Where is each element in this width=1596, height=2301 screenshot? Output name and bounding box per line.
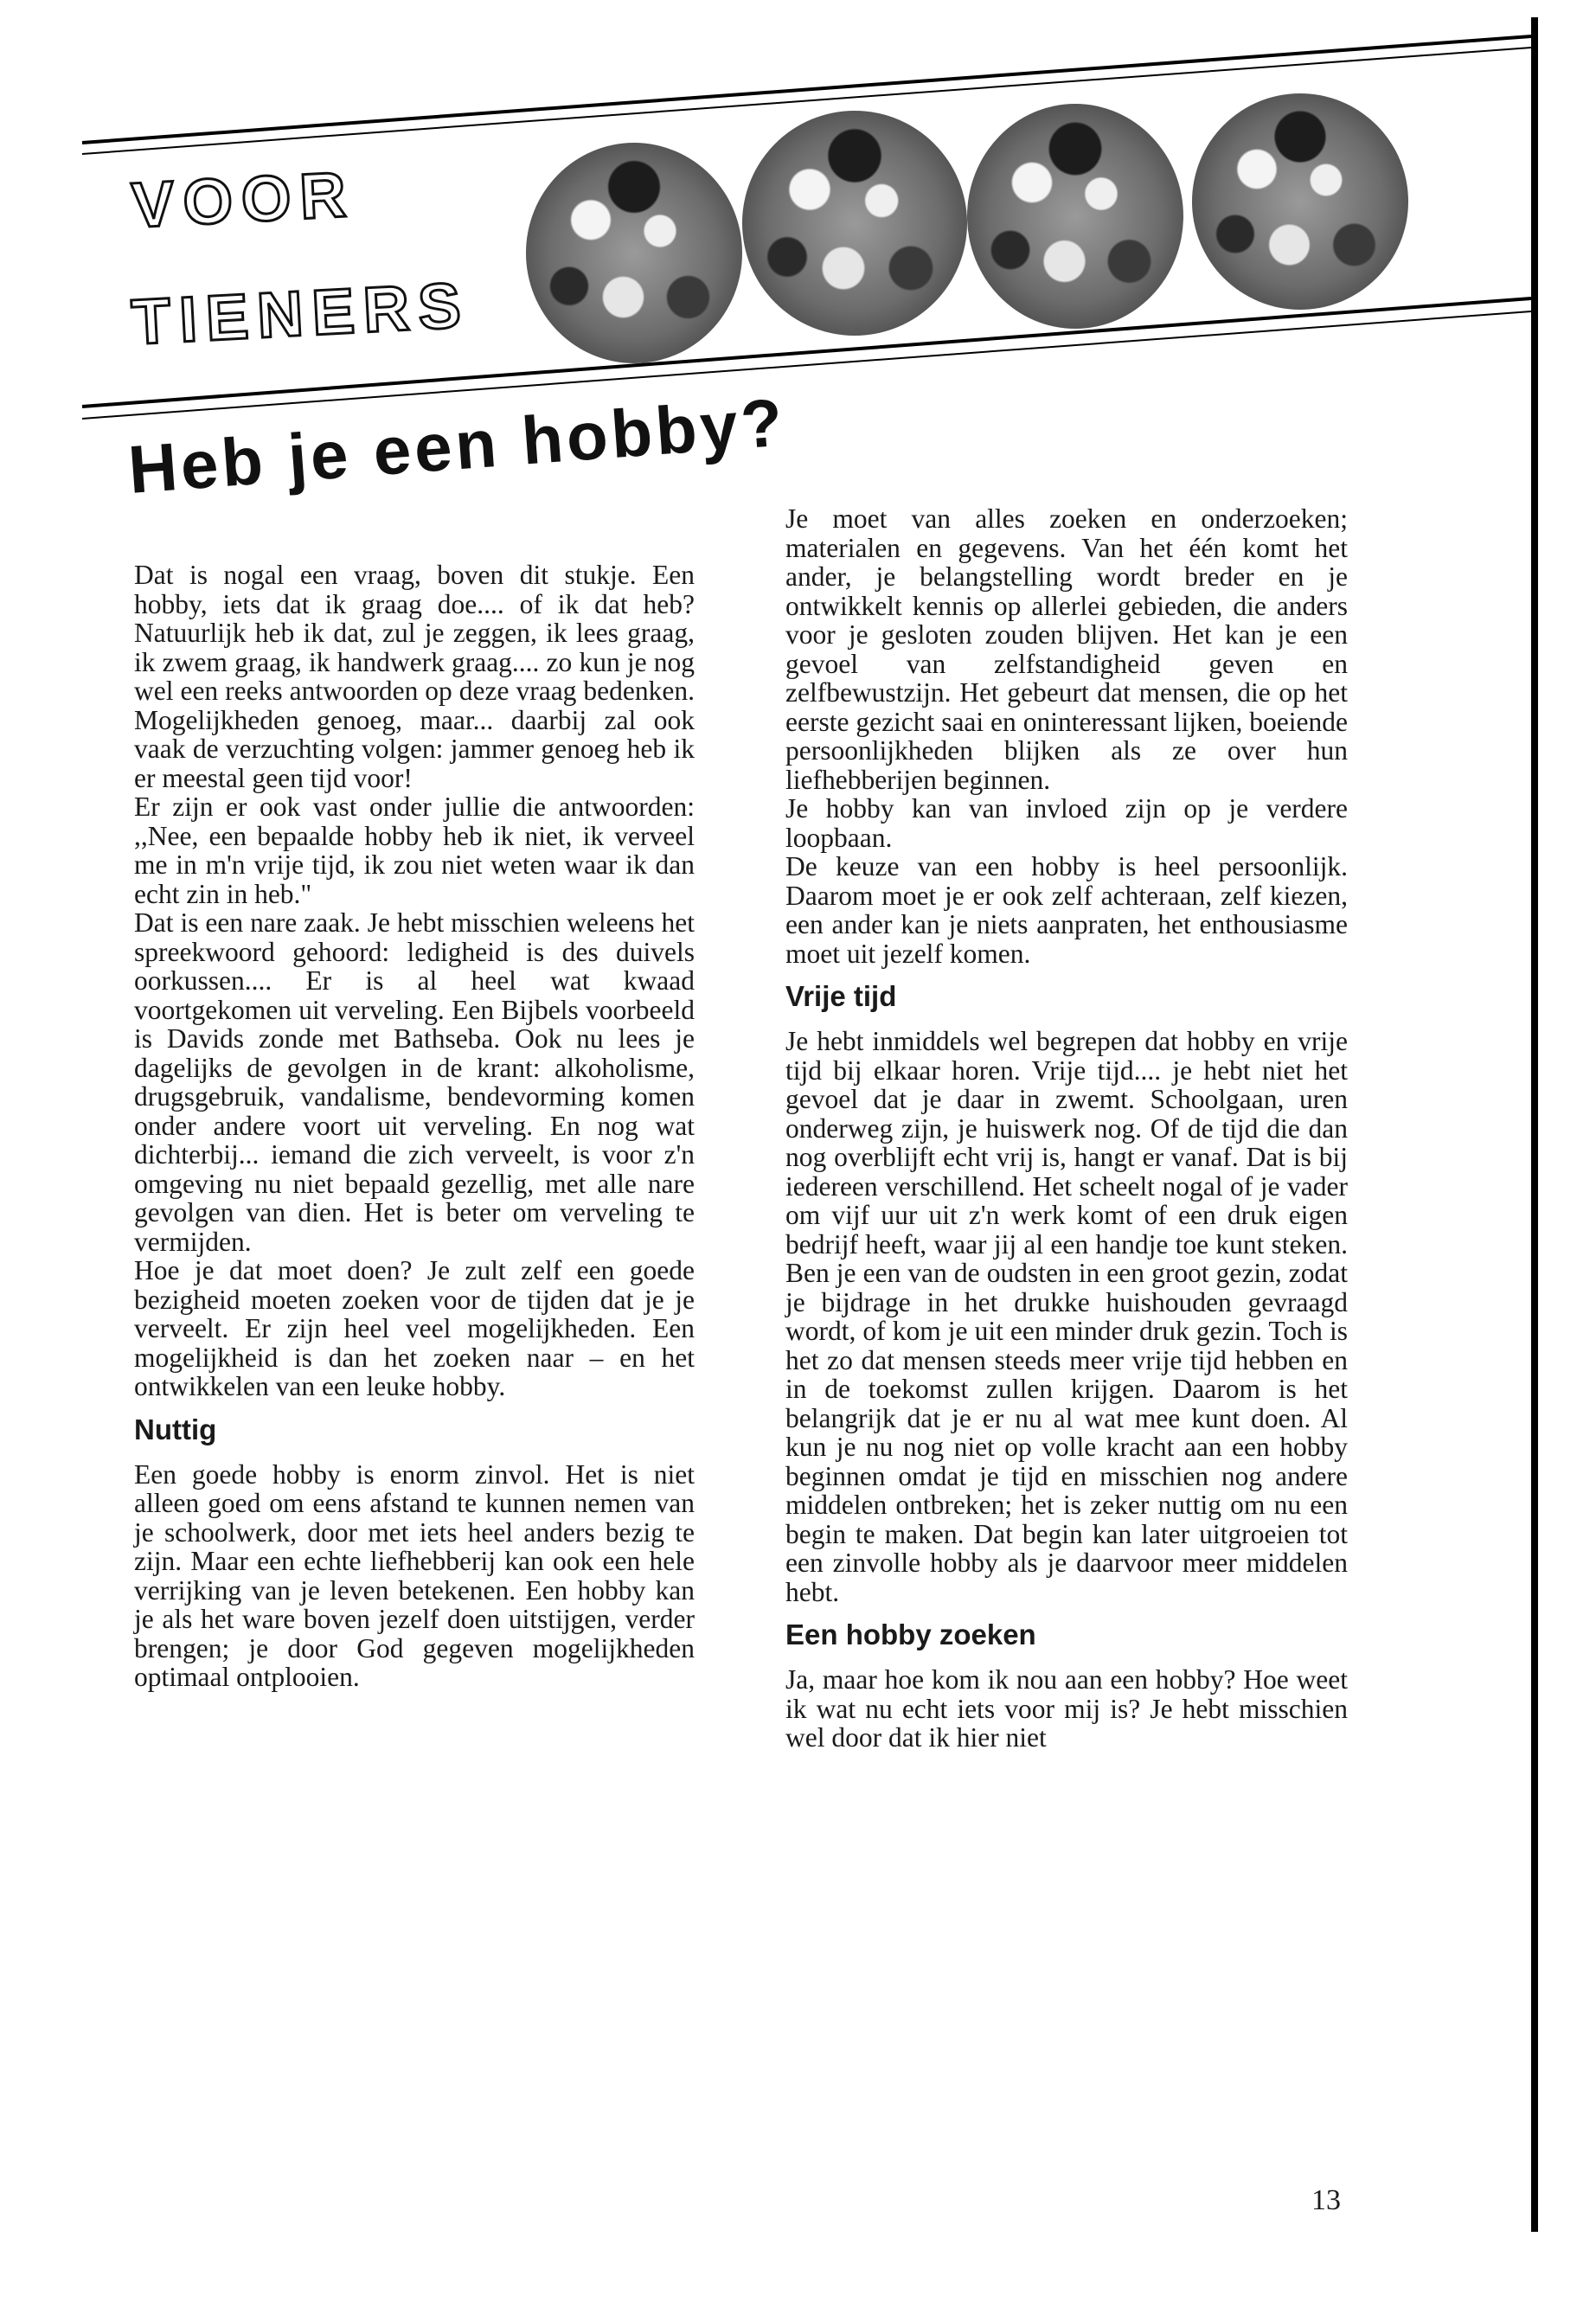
header-photo-1 <box>526 143 742 363</box>
column-left <box>134 561 695 1692</box>
header-photo-2 <box>742 111 967 336</box>
header-photo-4 <box>1192 93 1408 310</box>
paragraph: Een goede hobby is enorm zinvol. Het is niet alleen goed om eens afstand te kunnen nemen van je schoolwerk, door met iets heel anders bezig te zijn. Maar een echte liefhebberij kan ook een hele verrijking van je leven betekenen. Een hobby kan je als het ware boven jezelf doen uitstijgen, verder brengen; je door God gegeven mogelijkheden optimaal ontplooien. <box>134 1458 695 1692</box>
section-label-tieners: TIENERS <box>130 268 471 358</box>
article-title: Heb je een hobby? <box>125 383 789 509</box>
paragraph: Je moet van alles zoeken en onderzoeken; materialen en gegevens. Van het één komt het ander, je belangstelling wordt breder en je ontwikkelt kennis op allerlei gebieden, die anders voor je gesloten zouden blijven. Het kan je een gevoel van zelfstandigheid geven en zelfbewustzijn. Het gebeurt dat mensen, die op het eerste gezicht saai en oninteressant lijken, boeiende persoonlijkheden blijken als ze over hun liefhebberijen beginnen. <box>785 503 1348 795</box>
column-right <box>785 504 1348 1753</box>
heading-nuttig: Nuttig <box>134 1413 217 1445</box>
section-label-voor: VOOR <box>130 157 356 241</box>
page-number: 13 <box>1311 2184 1341 2216</box>
heading-vrije-tijd: Vrije tijd <box>785 980 897 1012</box>
paragraph: Dat is nogal een vraag, boven dit stukje. Een hobby, iets dat ik graag doe.... of ik dat heb? Natuurlijk heb ik dat, zul je zeggen, ik lees graag, ik zwem graag, ik handwerk graag.... zo kun je nog wel een reeks antwoorden op deze vraag bedenken. Mogelijkheden genoeg, maar... daarbij zal ook vaak de verzuchting volgen: jammer genoeg heb ik er meestal geen tijd voor! <box>134 560 695 793</box>
paragraph: Je hobby kan van invloed zijn op je verdere loopbaan. <box>785 793 1348 853</box>
paragraph: Hoe je dat moet doen? Je zult zelf een goede bezigheid moeten zoeken voor de tijden dat je je verveelt. Er zijn heel veel mogelijkheden. Een mogelijkheid is dan het zoeken naar – en het ontwikkelen van een leuke hobby. <box>134 1255 695 1401</box>
paragraph: Ja, maar hoe kom ik nou aan een hobby? Hoe weet ik wat nu echt iets voor mij is? Je hebt misschien wel door dat ik hier niet <box>785 1664 1348 1753</box>
paragraph: Je hebt inmiddels wel begrepen dat hobby en vrije tijd bij elkaar horen. Vrije tijd.... je hebt niet het gevoel dat je daar in zwemt. Schoolgaan, uren onderweg zijn, je huiswerk nog. Of de tijd die dan nog overblijft echt vrij is, hangt er vanaf. Dat is bij iedereen verschillend. Het scheelt nogal of je vader om vijf uur uit z'n werk komt of een druk eigen bedrijf heeft, waar jij al een handje toe kunt steken. Ben je een van de oudsten in een groot gezin, zodat je bijdrage in het drukke huishouden gevraagd wordt, of kom je uit een minder druk gezin. Toch is het zo dat mensen steeds meer vrije tijd hebben en in de toekomst zullen krijgen. Daarom is het belangrijk dat je er nu al wat mee kunt doen. Al kun je nu nog niet op volle kracht aan een hobby beginnen omdat je tijd en misschien nog andere middelen ontbreken; het is zeker nuttig om nu een begin te maken. Dat begin kan later uitgroeien tot een zinvolle hobby als je daarvoor meer middelen hebt. <box>785 1026 1348 1607</box>
paragraph: Dat is een nare zaak. Je hebt misschien weleens het spreekwoord gehoord: ledigheid is des duivels oorkussen.... Er is al heel wat kwaad voortgekomen uit verveling. Een Bijbels voorbeeld is Davids zonde met Bathseba. Ook nu lees je dagelijks de gevolgen in de krant: alkoholisme, drugsgebruik, vandalisme, bendevorming komen onder andere voort uit verveling. En nog wat dichterbij... iemand die zich verveelt, is voor z'n omgeving nu niet bepaald gezellig, met alle nare gevolgen van dien. Het is beter om verveling te vermijden. <box>134 907 695 1257</box>
paragraph: Er zijn er ook vast onder jullie die antwoorden: ,,Nee, een bepaalde hobby heb ik niet, ik verveel me in m'n vrije tijd, ik zou niet weten waar ik dan echt zin in heb." <box>134 792 695 909</box>
header-photo-3 <box>967 104 1183 329</box>
paragraph: De keuze van een hobby is heel persoonlijk. Daarom moet je er ook zelf achteraan, zelf kiezen, een ander kan je niets aanpraten, het enthousiasme moet uit jezelf komen. <box>785 851 1348 969</box>
heading-een-hobby-zoeken: Een hobby zoeken <box>785 1618 1036 1650</box>
